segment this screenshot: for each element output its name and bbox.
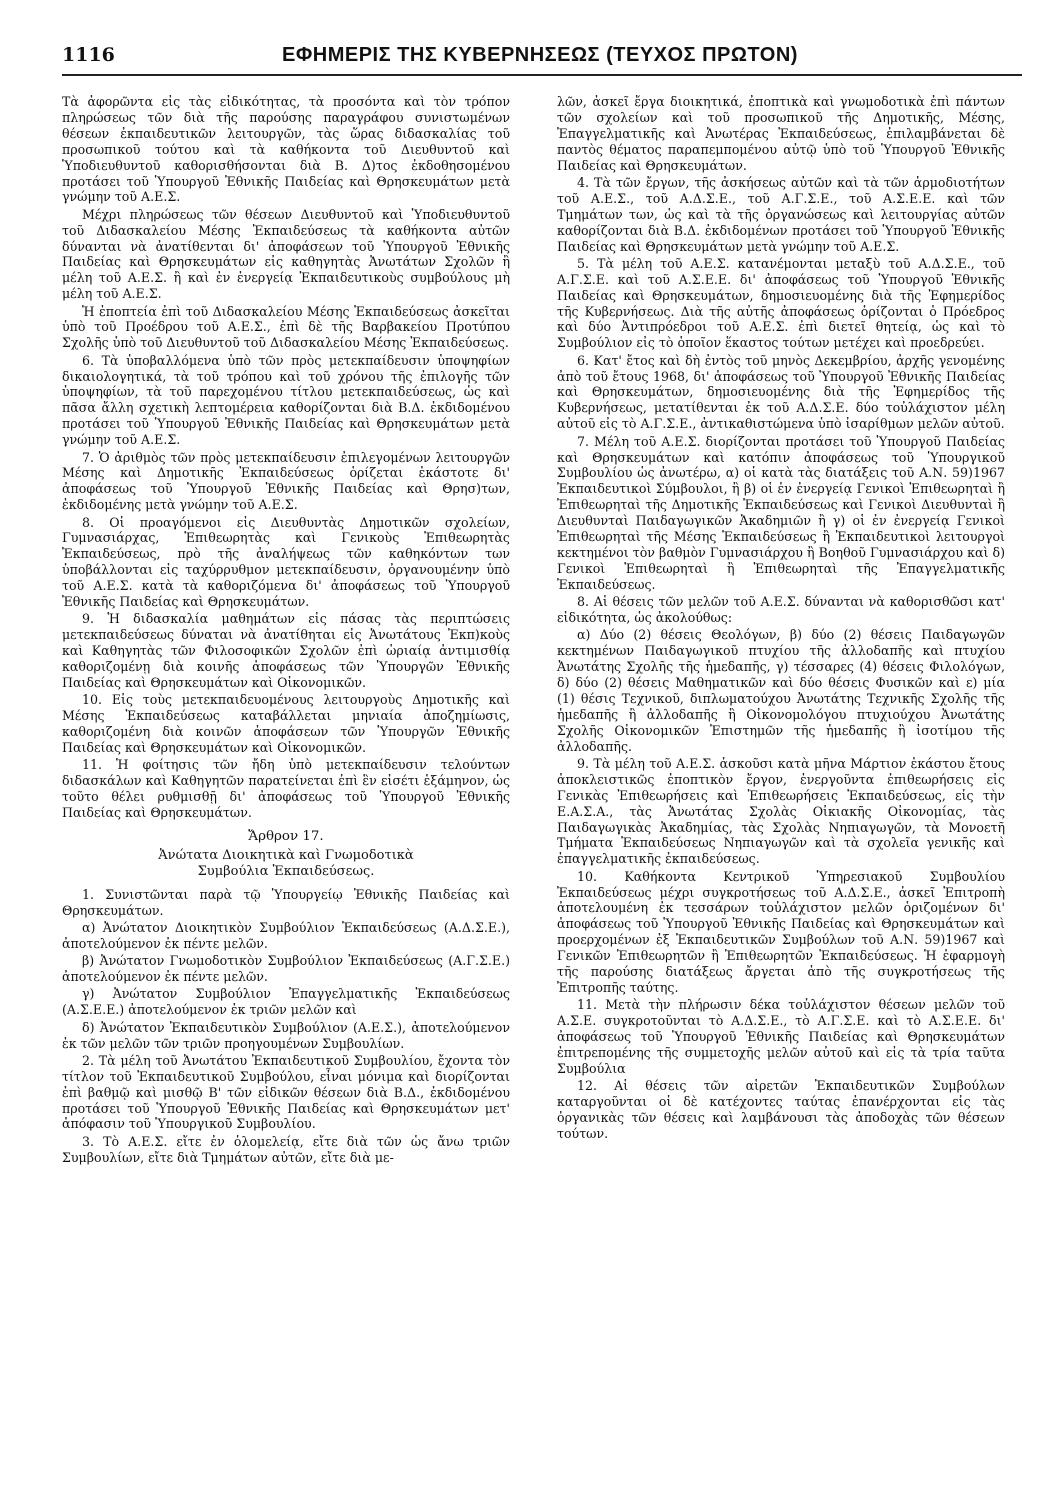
page-number: 1116 xyxy=(62,44,115,66)
paragraph: 2. Τὰ μέλη τοῦ Ἀνωτάτου Ἐκπαιδευτικοῦ Συμβουλίου, ἔχοντα τὸν τίτλον τοῦ Ἐκπαιδευτικοῦ Συμβούλου, εἶναι μόνιμα καὶ διορίζονται ἐπὶ βαθμῷ καὶ μισθῷ Β' τῶν εἰδικῶν θέσεων διὰ Β.Δ., ἐκδιδομένου προτάσει τοῦ Ὑπουργοῦ Ἐθνικῆς Παιδείας καὶ Θρησκευμάτων μετ' ἀπόφασιν τοῦ Ὑπουργικοῦ Συμβουλίου. xyxy=(62,1052,510,1132)
paragraph: 6. Τὰ ὑποβαλλόμενα ὑπὸ τῶν πρὸς μετεκπαίδευσιν ὑποψηφίων δικαιολογητικά, τὰ τοῦ τρόπου καὶ τοῦ χρόνου τῆς ἐπιλογῆς τῶν ὑποψηφίων, τὰ τοῦ παρεχομένου τίτλου μετεκπαιδεύσεως, ὡς καὶ πᾶσα ἄλλη σχετικὴ λεπτομέρεια καθορίζονται διὰ Β.Δ. ἐκδιδομένου προτάσει τοῦ Ὑπουργοῦ Ἐθνικῆς Παιδείας καὶ Θρησκευμάτων μετὰ γνώμην τοῦ Α.Ε.Σ. xyxy=(62,352,510,448)
article-subtitle-line: Συμβούλια Ἐκπαιδεύσεως. xyxy=(197,863,375,879)
paragraph: 3. Τὸ Α.Ε.Σ. εἴτε ἐν ὁλομελείᾳ, εἴτε διὰ τῶν ὡς ἄνω τριῶν Συμβουλίων, εἴτε διὰ Τμημάτων αὐτῶν, εἴτε διὰ με- xyxy=(62,1133,510,1165)
paragraph: 9. Ἡ διδασκαλία μαθημάτων εἰς πάσας τὰς περιπτώσεις μετεκπαιδεύσεως δύναται νὰ ἀνατίθηται εἰς Ἀνωτάτους Ἐκπ)κοὺς καὶ Καθηγητὰς τῶν Φιλοσοφικῶν Σχολῶν ἐπὶ ὡριαίᾳ ἀντιμισθίᾳ καθοριζομένῃ διὰ κοινῆς ἀποφάσεως τῶν Ὑπουργῶν Ἐθνικῆς Παιδείας καὶ Θρησκευμάτων καὶ Οἰκονομικῶν. xyxy=(62,611,510,690)
paragraph: 11. Μετὰ τὴν πλήρωσιν δέκα τοὐλάχιστον θέσεων μελῶν τοῦ Α.Σ.Ε. συγκροτοῦνται τὸ Α.Δ.Σ.Ε., τὸ Α.Γ.Σ.Ε. καὶ τὸ Α.Σ.Ε.Ε. δι' ἀποφάσεως τοῦ Ὑπουργοῦ Ἐθνικῆς Παιδείας καὶ Θρησκευμάτων ἐπιτρεπομένης τῆς συμμετοχῆς μελῶν αὐτοῦ καὶ εἰς τὰ τρία ταῦτα Συμβούλια xyxy=(557,997,1005,1076)
paragraph: 11. Ἡ φοίτησις τῶν ἤδη ὑπὸ μετεκπαίδευσιν τελούντων διδασκάλων καὶ Καθηγητῶν παρατείνεται ἐπὶ ἓν εἰσέτι ἑξάμηνον, ὡς τοῦτο θέλει ρυθμισθῇ δι' ἀποφάσεως τοῦ Ὑπουργοῦ Ἐθνικῆς Παιδείας καὶ Θρησκευμάτων. xyxy=(62,757,510,820)
paragraph: α) Δύο (2) θέσεις Θεολόγων, β) δύο (2) θέσεις Παιδαγωγῶν κεκτημένων Παιδαγωγικοῦ πτυχίου τῆς ἀλλοδαπῆς καὶ πτυχίου Ἀνωτάτης Σχολῆς τῆς ἡμεδαπῆς, γ) τέσσαρες (4) θέσεις Φιλολόγων, δ) δύο (2) θέσεις Μαθηματικῶν καὶ δύο θέσεις Φυσικῶν καὶ ε) μία (1) θέσις Τεχνικοῦ, διπλωματούχου Ἀνωτάτης Τεχνικῆς Σχολῆς τῆς ἡμεδαπῆς ἢ ἀλλοδαπῆς ἢ Οἰκονομολόγου πτυχιούχου Ἀνωτάτης Σχολῆς Οἰκονομικῶν Ἐπιστημῶν τῆς ἡμεδαπῆς ἢ ἰσοτίμου τῆς ἀλλοδαπῆς. xyxy=(557,627,1005,754)
paragraph: 6. Κατ' ἔτος καὶ δὴ ἐντὸς τοῦ μηνὸς Δεκεμβρίου, ἀρχῆς γενομένης ἀπὸ τοῦ ἔτους 1968, δι' ἀποφάσεως τοῦ Ὑπουργοῦ Ἐθνικῆς Παιδείας καὶ Θρησκευμάτων, δημοσιευομένης διὰ τῆς Ἐφημερίδος τῆς Κυβερνήσεως, μετατίθενται ἐκ τοῦ Α.Δ.Σ.Ε. δύο τοὐλάχιστον μέλη αὐτοῦ εἰς τὸ Α.Γ.Σ.Ε., ἀντικαθιστώμενα ὑπὸ ἰσαρίθμων μελῶν αὐτοῦ. xyxy=(557,352,1005,432)
paragraph: 7. Ὁ ἀριθμὸς τῶν πρὸς μετεκπαίδευσιν ἐπιλεγομένων λειτουργῶν Μέσης καὶ Δημοτικῆς Ἐκπαιδεύσεως ὁρίζεται ἑκάστοτε δι' ἀποφάσεως τοῦ Ὑπουργοῦ Ἐθνικῆς Παιδείας καὶ Θρησ)των, ἐκδιδομένης μετὰ γνώμην τοῦ Α.Ε.Σ. xyxy=(62,449,510,513)
paragraph: 10. Εἰς τοὺς μετεκπαιδευομένους λειτουργοὺς Δημοτικῆς καὶ Μέσης Ἐκπαιδεύσεως καταβάλλεται μηνιαία ἀποζημίωσις, καθοριζομένη διὰ κοινῶν ἀποφάσεων τῶν Ὑπουργῶν Ἐθνικῆς Παιδείας καὶ Θρησκευμάτων καὶ Οἰκονομικῶν. xyxy=(62,692,510,755)
right-column xyxy=(557,94,1005,1143)
article-subtitle-line: Ἀνώτατα Διοικητικὰ καὶ Γνωμοδοτικὰ xyxy=(158,847,414,863)
paragraph: 1. Συνιστῶνται παρὰ τῷ Ὑπουργείῳ Ἐθνικῆς Παιδείας καὶ Θρησκευμάτων. xyxy=(62,886,510,918)
paragraph: 4. Τὰ τῶν ἔργων, τῆς ἀσκήσεως αὐτῶν καὶ τὰ τῶν ἁρμοδιοτήτων τοῦ Α.Ε.Σ., τοῦ Α.Δ.Σ.Ε., τοῦ Α.Γ.Σ.Ε., τοῦ Α.Σ.Ε.Ε. καὶ τῶν Τμημάτων των, ὡς καὶ τὰ τῆς ὀργανώσεως καὶ λειτουργίας αὐτῶν καθορίζονται διὰ Β.Δ. ἐκδιδομένων προτάσει τοῦ Ὑπουργοῦ Ἐθνικῆς Παιδείας καὶ Θρησκευμάτων μετὰ γνώμην τοῦ Α.Ε.Σ. xyxy=(557,174,1005,254)
paragraph: 9. Τὰ μέλη τοῦ Α.Ε.Σ. ἀσκοῦσι κατὰ μῆνα Μάρτιον ἑκάστου ἔτους ἀποκλειστικῶς ἐποπτικὸν ἔργον, ἐνεργοῦντα ἐπιθεωρήσεις εἰς Γενικὰς Ἐπιθεωρήσεις καὶ Ἐπιθεωρήσεις Ἐκπαιδεύσεως, εἰς τὴν Ε.Α.Σ.Α., τὰς Ἀνωτάτας Σχολὰς Οἰκιακῆς Οἰκονομίας, τὰς Παιδαγωγικὰς Ἀκαδημίας, τὰς Σχολὰς Νηπιαγωγῶν, τὰ Μονοετῆ Τμήματα Ἐκπαιδεύσεως Νηπιαγωγῶν καὶ τὰ σχολεῖα γενικῆς καὶ ἐπαγγελματικῆς ἐκπαιδεύσεως. xyxy=(557,755,1005,867)
left-column xyxy=(62,94,510,1167)
paragraph: λῶν, ἀσκεῖ ἔργα διοικητικά, ἐποπτικὰ καὶ γνωμοδοτικὰ ἐπὶ πάντων τῶν σχολείων καὶ τοῦ προσωπικοῦ τῆς Δημοτικῆς, Μέσης, Ἐπαγγελματικῆς καὶ Ἀνωτέρας Ἐκπαιδεύσεως, ἐπιλαμβάνεται δὲ παντὸς θέματος παραπεμπομένου αὐτῷ ὑπὸ τοῦ Ὑπουργοῦ Ἐθνικῆς Παιδείας καὶ Θρησκευμάτων. xyxy=(557,94,1005,173)
article-subtitle xyxy=(62,848,510,880)
paragraph: Ἡ ἐποπτεία ἐπὶ τοῦ Διδασκαλείου Μέσης Ἐκπαιδεύσεως ἀσκεῖται ὑπὸ τοῦ Προέδρου τοῦ Α.Ε.Σ., ἐπὶ δὲ τῆς Βαρβακείου Προτύπου Σχολῆς ὑπὸ τοῦ Διευθυντοῦ τοῦ Διδασκαλείου Μέσης Ἐκπαιδεύσεως. xyxy=(62,303,510,351)
paragraph: β) Ἀνώτατον Γνωμοδοτικὸν Συμβούλιον Ἐκπαιδεύσεως (Α.Γ.Σ.Ε.) ἀποτελούμενον ἐκ πέντε μελῶν. xyxy=(62,953,510,985)
gazette-title: ΕΦΗΜΕΡΙΣ ΤΗΣ ΚΥΒΕΡΝΗΣΕΩΣ (ΤΕΥΧΟΣ ΠΡΩΤΟΝ) xyxy=(282,44,798,66)
paragraph: γ) Ἀνώτατον Συμβούλιον Ἐπαγγελματικῆς Ἐκπαιδεύσεως (Α.Σ.Ε.Ε.) ἀποτελούμενον ἐκ τριῶν μελῶν καὶ xyxy=(62,986,510,1018)
paragraph: Τὰ ἀφορῶντα εἰς τὰς εἰδικότητας, τὰ προσόντα καὶ τὸν τρόπον πληρώσεως τῶν διὰ τῆς παρούσης παραγράφου συνιστωμένων θέσεων ἐκπαιδευτικῶν λειτουργῶν, τὰς ὥρας διδασκαλίας τοῦ προσωπικοῦ τούτου καὶ τὰ καθήκοντα τοῦ Διευθυντοῦ καὶ Ὑποδιευθυντοῦ καθορισθήσονται διὰ Β. Δ)τος ἐκδοθησομένου προτάσει τοῦ Ὑπουργοῦ Ἐθνικῆς Παιδείας καὶ Θρησκευμάτων μετὰ γνώμην τοῦ Α.Ε.Σ. xyxy=(62,94,510,205)
paragraph: 8. Αἱ θέσεις τῶν μελῶν τοῦ Α.Ε.Σ. δύνανται νὰ καθορισθῶσι κατ' εἰδικότητα, ὡς ἀκολούθως: xyxy=(557,594,1005,625)
paragraph: Μέχρι πληρώσεως τῶν θέσεων Διευθυντοῦ καὶ Ὑποδιευθυντοῦ τοῦ Διδασκαλείου Μέσης Ἐκπαιδεύσεως τὰ καθήκοντα αὐτῶν δύνανται νὰ ἀνατίθενται δι' ἀποφάσεων τοῦ Ὑπουργοῦ Ἐθνικῆς Παιδείας καὶ Θρησκευμάτων εἰς καθηγητὰς Ἀνωτάτων Σχολῶν ἢ μέλη τοῦ Α.Ε.Σ. ἢ καὶ ἐν ἐνεργείᾳ Ἐκπαιδευτικοὺς συμβούλους μὴ μέλη τοῦ Α.Ε.Σ. xyxy=(62,206,510,302)
paragraph: 10. Καθήκοντα Κεντρικοῦ Ὑπηρεσιακοῦ Συμβουλίου Ἐκπαιδεύσεως μέχρι συγκροτήσεως τοῦ Α.Δ.Σ.Ε., ἀσκεῖ Ἐπιτροπὴ ἀποτελουμένη ἐκ τεσσάρων τοὐλάχιστον μελῶν ὁριζομένων δι' ἀποφάσεως τοῦ Ὑπουργοῦ Ἐθνικῆς Παιδείας καὶ Θρησκευμάτων καὶ προερχομένων ἐξ Ἐκπαιδευτικῶν Συμβούλων τοῦ Α.Ν. 59)1967 καὶ Γενικῶν Ἐπιθεωρητῶν ἢ Ἐπιθεωρητῶν Ἐκπαιδεύσεως. Ἡ ἐφαρμογὴ τῆς παρούσης διατάξεως ἄργεται ἀπὸ τῆς συγκροτήσεως τῆς Ἐπιτροπῆς ταύτης. xyxy=(557,868,1005,995)
paragraph: 8. Οἱ προαγόμενοι εἰς Διευθυντὰς Δημοτικῶν σχολείων, Γυμνασιάρχας, Ἐπιθεωρητὰς καὶ Γενικοὺς Ἐπιθεωρητὰς Ἐκπαιδεύσεως, πρὸ τῆς ἀναλήψεως τῶν καθηκόντων των ὑποβάλλονται εἰς ταχύρρυθμον μετεκπαίδευσιν, ὀργανουμένην ὑπὸ τοῦ Α.Ε.Σ. κατὰ τὰ καθοριζόμενα δι' ἀποφάσεως τοῦ Ὑπουργοῦ Ἐθνικῆς Παιδείας καὶ Θρησκευμάτων. xyxy=(62,514,510,610)
paragraph: α) Ἀνώτατον Διοικητικὸν Συμβούλιον Ἐκπαιδεύσεως (Α.Δ.Σ.Ε.), ἀποτελούμενον ἐκ πέντε μελῶν. xyxy=(62,920,510,951)
paragraph: 12. Αἱ θέσεις τῶν αἱρετῶν Ἐκπαιδευτικῶν Συμβούλων καταργοῦνται οἱ δὲ κατέχοντες ταύτας ἐπανέρχονται εἰς τὰς ὀργανικὰς τῶν θέσεις καὶ λαμβάνουσι τὰς ἀποδοχὰς τῶν θέσεων τούτων. xyxy=(557,1078,1005,1141)
paragraph: 7. Μέλη τοῦ Α.Ε.Σ. διορίζονται προτάσει τοῦ Ὑπουργοῦ Παιδείας καὶ Θρησκευμάτων καὶ κατόπιν ἀποφάσεως τοῦ Ὑπουργικοῦ Συμβουλίου ὡς ἀνωτέρω, α) οἱ κατὰ τὰς διατάξεις τοῦ Α.Ν. 59)1967 Ἐκπαιδευτικοὶ Σύμβουλοι, ἢ β) οἱ ἐν ἐνεργείᾳ Γενικοὶ Ἐπιθεωρηταὶ ἢ Ἐπιθεωρηταὶ τῆς Δημοτικῆς Ἐκπαιδεύσεως καὶ Γενικοὶ Διευθυνταὶ ἢ Διευθυνταὶ Παιδαγωγικῶν Ἀκαδημιῶν ἢ γ) οἱ ἐν ἐνεργείᾳ Γενικοὶ Ἐπιθεωρηταὶ τῆς Μέσης Ἐκπαιδεύσεως ἢ Ἐκπαιδευτικοὶ λειτουργοὶ κεκτημένοι τὸν βαθμὸν Γυμνασιάρχου ἢ Βοηθοῦ Γυμνασιάρχου καὶ δ) Γενικοὶ Ἐπιθεωρηταὶ ἢ Ἐπιθεωρηταὶ τῆς Ἐπαγγελματικῆς Ἐκπαιδεύσεως. xyxy=(557,433,1005,592)
paragraph: 5. Τὰ μέλη τοῦ Α.Ε.Σ. κατανέμονται μεταξὺ τοῦ Α.Δ.Σ.Ε., τοῦ Α.Γ.Σ.Ε. καὶ τοῦ Α.Σ.Ε.Ε. δι' ἀποφάσεως τοῦ Ὑπουργοῦ Ἐθνικῆς Παιδείας καὶ Θρησκευμάτων, δημοσιευομένης διὰ τῆς Ἐφημερίδος τῆς Κυβερνήσεως. Διὰ τῆς αὐτῆς ἀποφάσεως ὁρίζονται ὁ Πρόεδρος καὶ δύο Ἀντιπρόεδροι τοῦ Α.Ε.Σ. ἐπὶ διετεῖ θητείᾳ, ὡς καὶ τὸ Συμβούλιον εἰς τὸ ὁποῖον ἕκαστος τούτων μετέχει καὶ προεδρεύει. xyxy=(557,255,1005,351)
page-header xyxy=(62,40,1022,76)
paragraph: δ) Ἀνώτατον Ἐκπαιδευτικὸν Συμβούλιον (Α.Ε.Σ.), ἀποτελούμενον ἐκ τῶν μελῶν τῶν τριῶν προηγουμένων Συμβουλίων. xyxy=(62,1019,510,1051)
article-heading: Ἄρθρον 17. xyxy=(248,828,324,844)
